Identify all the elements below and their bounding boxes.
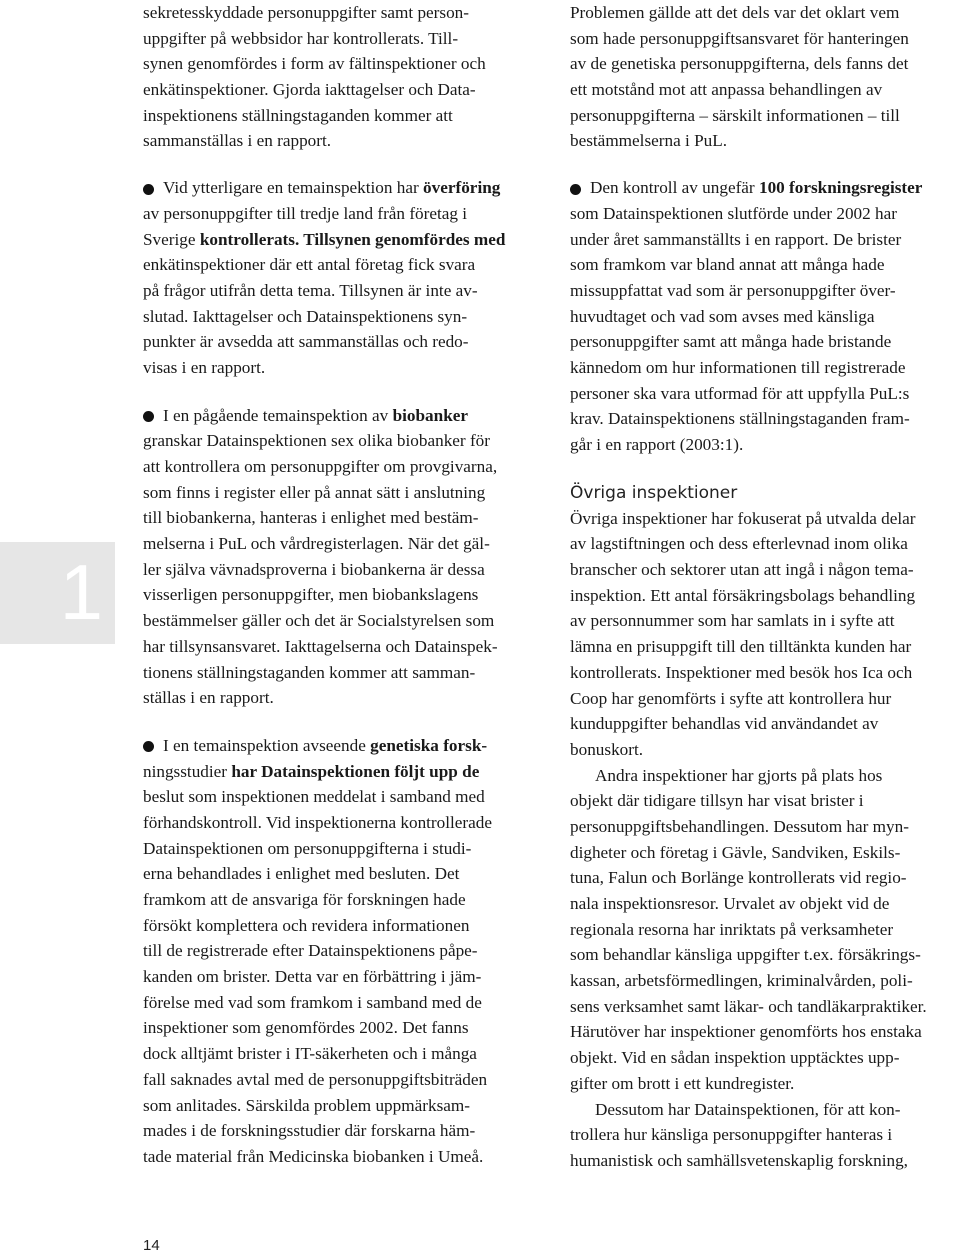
text-line — [143, 759, 531, 785]
text-line — [143, 913, 531, 939]
text-line — [143, 784, 531, 810]
text-segment: personuppgifter samt att många hade bristande — [570, 332, 892, 352]
text-segment: framkom att de ansvariga för forskningen hade — [143, 890, 466, 909]
text-segment: tade material från Medicinska biobanken i Umeå. — [143, 1146, 484, 1166]
text-line: Coop har genomförts i syfte att kontrollera hur — [570, 688, 892, 708]
text-line — [143, 660, 531, 686]
text-segment: krav. Datainspektionens ställningstaganden fram- — [570, 409, 910, 429]
text-line — [143, 201, 531, 227]
text-line — [143, 480, 531, 506]
text-line — [143, 810, 531, 836]
text-line — [570, 381, 960, 407]
text-segment: att kontrollera om personuppgifter om provgivarna, — [143, 457, 498, 476]
right-column — [570, 0, 960, 1174]
chapter-tab — [0, 542, 115, 644]
text-segment: ler själva vävnadsproverna i biobankerna är dessa — [143, 559, 485, 579]
text-line — [143, 685, 531, 711]
text-segment: på frågor utifrån detta tema. Tillsynen är inte av- — [143, 280, 478, 300]
text-line: av personnummer som har samlats in i syfte att — [570, 611, 895, 631]
text-line — [570, 406, 960, 432]
text-line — [143, 990, 531, 1016]
text-line — [143, 428, 531, 454]
text-segment: som Datainspektionen slutförde under 2002 har — [570, 203, 897, 223]
text-line — [143, 454, 531, 480]
text-line: Övriga inspektioner har fokuserat på utvalda delar — [570, 508, 916, 528]
text-line: nala inspektionsresor. Urvalet av objekt vid de — [570, 894, 890, 913]
text-segment: Sverige — [143, 229, 196, 249]
bullet-genetic-research — [143, 733, 531, 1170]
text-line — [143, 531, 531, 557]
text-line — [143, 304, 531, 330]
text-segment: erna behandlades i enlighet med besluten. Det — [143, 864, 460, 884]
text-line: personuppgiftsbehandlingen. Dessutom har myn- — [570, 816, 909, 836]
text-line — [143, 227, 531, 253]
section-heading: Övriga inspektioner — [570, 482, 738, 503]
text-line — [143, 1041, 531, 1067]
text-line — [570, 355, 960, 381]
text-segment: granskar Datainspektionen sex olika biobanker för — [143, 431, 490, 451]
text-segment: mades i de forskningsstudier där forskarna häm- — [143, 1121, 476, 1141]
text-segment: inspektioner som genomfördes 2002. Det fanns — [143, 1018, 469, 1038]
text-line: regionala resorna har inriktats på verksamheter — [570, 919, 894, 939]
bullet-transfer-third-country — [143, 175, 531, 381]
text-line — [143, 278, 531, 304]
text-segment: Vid ytterligare en temainspektion har — [163, 178, 424, 198]
text-line: synen genomfördes i form av fältinspektioner och — [143, 54, 486, 74]
text-line — [570, 304, 960, 330]
text-line: Härutöver har inspektioner genomförts hos enstaka — [570, 1022, 922, 1042]
text-line — [143, 1118, 531, 1144]
text-segment: förelse med vad som framkom i samband med de — [143, 992, 482, 1012]
text-segment: försökt komplettera och revidera informationen — [143, 915, 470, 935]
text-line — [143, 1093, 531, 1119]
text-segment: visserligen personuppgifter, men biobankslagens — [143, 585, 479, 605]
text-line — [143, 887, 531, 913]
paragraph-other-inspections-3 — [570, 1097, 960, 1174]
left-column — [143, 0, 531, 1170]
text-segment: tionens ställningstaganden kommer att samman- — [143, 662, 476, 682]
text-segment: huvudtaget och vad som avses med känsliga — [570, 306, 875, 326]
text-line — [143, 505, 531, 531]
text-line — [143, 836, 531, 862]
text-line: uppgifter på webbsidor har kontrollerats. Till- — [143, 28, 459, 48]
text-line — [570, 329, 960, 355]
text-line: Dessutom har Datainspektionen, för att kon- — [595, 1099, 901, 1119]
text-line: sekretesskyddade personuppgifter samt person- — [143, 3, 469, 22]
text-segment: beslut som inspektionen meddelat i samband med — [143, 787, 485, 807]
text-line: av lagstiftningen och dess efterlevnad inom olika — [570, 534, 908, 554]
chapter-number: 1 — [59, 548, 103, 636]
bold-term: överföring — [423, 178, 501, 198]
text-line: digheter och företag i Gävle, Sandviken, Eskils- — [570, 842, 901, 862]
text-segment: ningsstudier — [143, 761, 228, 781]
text-segment: punkter är avsedda att sammanställas och redo- — [143, 332, 469, 352]
text-segment: enkätinspektioner där ett antal företag fick svara — [143, 255, 476, 275]
text-segment: som finns i register eller på annat sätt i anslutning — [143, 482, 486, 502]
text-segment: till biobankerna, hanteras i enlighet med bestäm- — [143, 508, 479, 528]
text-segment: som anlitades. Särskilda problem uppmärksam- — [143, 1095, 470, 1115]
bullet-biobanks — [143, 403, 531, 711]
text-line — [143, 329, 531, 355]
text-segment: av personuppgifter till tredje land från företag i — [143, 203, 468, 223]
text-line: personuppgifterna – särskilt informationen – till — [570, 105, 900, 125]
text-line: som hade personuppgiftsansvaret för hanteringen — [570, 28, 909, 48]
text-segment: under året sammanställts i en rapport. De brister — [570, 229, 902, 249]
text-line: lämna en prisuppgift till den tilltänkta kunden har — [570, 637, 912, 657]
text-segment: har tillsynsansvaret. Iakttagelserna och Datainspek- — [143, 636, 498, 656]
text-line — [143, 1067, 531, 1093]
text-line — [143, 1144, 531, 1170]
bold-term: biobanker — [392, 405, 469, 425]
text-segment: som framkom var bland annat att många hade — [570, 255, 885, 275]
bullet-research-registers — [570, 175, 960, 458]
text-line — [143, 1015, 531, 1041]
text-line: inspektion. Ett antal försäkringsbolags behandling — [570, 585, 916, 605]
text-line: objekt där tidigare tillsyn har visat brister i — [570, 791, 864, 811]
bold-term: 100 forskningsregister — [758, 178, 923, 198]
text-segment: missuppfattat vad som är personuppgifter över- — [570, 280, 896, 300]
text-line — [143, 964, 531, 990]
text-segment: visas i en rapport. — [143, 357, 266, 377]
text-line: humanistisk och samhällsvetenskaplig forskning, — [570, 1150, 908, 1170]
text-line — [143, 634, 531, 660]
text-line: kontrollerats. Inspektioner med besök hos Ica och — [570, 662, 913, 682]
text-segment: personer ska vara utformad för att uppfylla PuL:s — [570, 383, 910, 403]
bullet-first-line — [143, 403, 531, 429]
text-line — [143, 608, 531, 634]
text-line: av de genetiska personuppgifterna, dels fanns det — [570, 54, 909, 74]
right-intro-paragraph — [570, 0, 960, 154]
text-line — [570, 432, 960, 458]
text-segment: fall saknades avtal med de personuppgiftsbiträden — [143, 1069, 488, 1089]
text-line — [143, 582, 531, 608]
text-segment: kanden om brister. Detta var en förbättring i jäm- — [143, 967, 482, 987]
bullet-first-line — [143, 175, 531, 201]
text-segment: I en pågående temainspektion av — [163, 405, 393, 425]
text-segment: slutad. Iakttagelser och Datainspektionens syn- — [143, 306, 468, 326]
text-line: inspektionens ställningstaganden kommer att — [143, 105, 453, 125]
text-segment: I en temainspektion avseende — [163, 735, 371, 755]
bullet-first-line — [143, 733, 531, 759]
text-line: objekt. Vid en sådan inspektion upptäcktes upp- — [570, 1048, 900, 1068]
text-segment: Den kontroll av ungefär — [590, 178, 759, 198]
text-line: Problemen gällde att det dels var det oklart vem — [570, 3, 900, 22]
paragraph-other-inspections — [570, 506, 960, 763]
text-segment: förhandskontroll. Vid inspektionerna kontrollerade — [143, 812, 493, 832]
text-line: kunduppgifter behandlas vid användandet av — [570, 714, 879, 734]
bold-term: kontrollerats. Tillsynen genomfördes med — [195, 229, 506, 249]
text-line: bonuskort. — [570, 739, 644, 759]
text-segment: går i en rapport (2003:1). — [570, 435, 744, 454]
text-line — [570, 201, 960, 227]
text-line: sens verksamhet samt läkar- och tandläkarpraktiker. — [570, 996, 927, 1016]
text-line — [570, 227, 960, 253]
text-segment: kännedom om hur informationen till registrerade — [570, 357, 906, 377]
text-line: som behandlar känsliga uppgifter t.ex. försäkrings- — [570, 945, 921, 965]
text-line: enkätinspektioner. Gjorda iakttagelser och Data- — [143, 80, 476, 100]
bold-term: har Datainspektionen följt upp de — [227, 761, 480, 781]
text-line — [143, 355, 531, 381]
text-line — [143, 252, 531, 278]
text-segment: dock alltjämt brister i IT-säkerheten och i många — [143, 1044, 477, 1064]
page-number: 14 — [143, 1237, 160, 1254]
text-line: tuna, Falun och Borlänge kontrollerats vid regio- — [570, 868, 907, 888]
paragraph-other-inspections-2 — [570, 763, 960, 1097]
text-line — [143, 938, 531, 964]
text-segment: till de registrerade efter Datainspektionens påpe- — [143, 941, 478, 961]
text-line — [570, 252, 960, 278]
text-segment: ställas i en rapport. — [143, 688, 274, 708]
text-segment: Datainspektionen om personuppgifterna i studi- — [143, 838, 472, 858]
text-line: kassan, arbetsförmedlingen, kriminalvården, poli- — [570, 971, 913, 991]
text-line: trollera hur känsliga personuppgifter hanteras i — [570, 1125, 893, 1145]
text-line: bestämmelserna i PuL. — [570, 131, 728, 151]
text-line: ett motstånd mot att anpassa behandlingen av — [570, 80, 883, 100]
text-line: gifter om brott i ett kundregister. — [570, 1073, 795, 1093]
text-line: sammanställas i en rapport. — [143, 131, 332, 151]
left-intro-paragraph — [143, 0, 531, 154]
text-segment: melserna i PuL och vårdregisterlagen. När det gäl- — [143, 534, 490, 554]
bullet-first-line — [570, 175, 960, 201]
text-line — [143, 557, 531, 583]
bold-term: genetiska forsk- — [370, 735, 488, 755]
text-line: Andra inspektioner har gjorts på plats hos — [595, 765, 883, 785]
text-line — [570, 278, 960, 304]
text-line: branscher och sektorer utan att ingå i någon tema- — [570, 560, 914, 580]
text-line — [143, 861, 531, 887]
text-segment: bestämmelser gäller och det är Socialstyrelsen som — [143, 611, 495, 631]
